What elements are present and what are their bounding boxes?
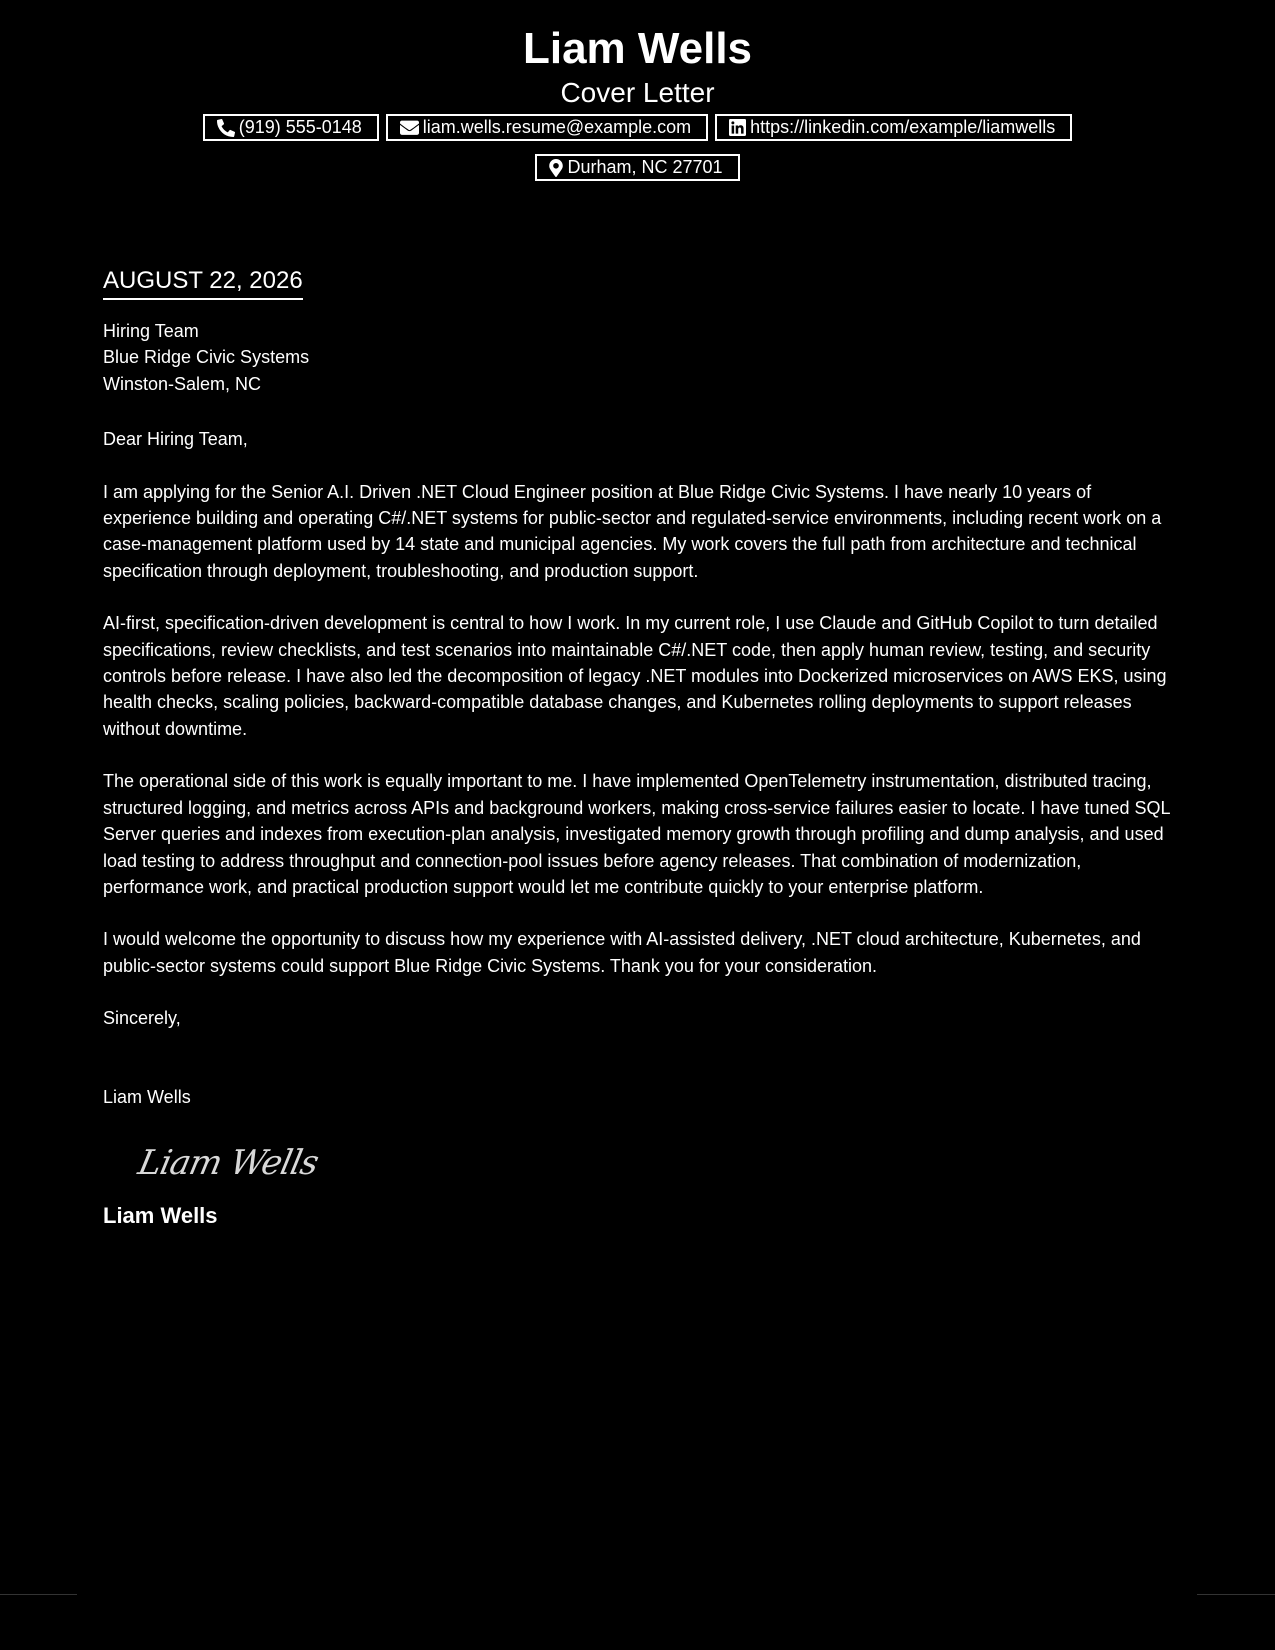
linkedin-icon bbox=[729, 119, 746, 136]
letter-date: AUGUST 22, 2026 bbox=[103, 264, 303, 300]
handwritten-signature: Liam Wells bbox=[134, 1142, 322, 1183]
recipient-line: Hiring Team bbox=[103, 321, 199, 341]
letter-header bbox=[0, 20, 1275, 181]
footer-name: Liam Wells bbox=[103, 1202, 218, 1228]
body-paragraph: The operational side of this work is equally important to me. I have implemented OpenTelemetry instrumentation, distributed tracing, structured logging, and metrics across APIs and background workers, making cross-service failures easier to locate. I have tuned SQL Server queries and indexes from execution-plan analysis, investigated memory growth through profiling and dump analysis, and used load testing to address throughput and connection-pool issues before agency releases. That combination of modernization, performance work, and practical production support would let me contribute quickly to your enterprise platform. bbox=[103, 771, 1170, 897]
phone-icon bbox=[217, 119, 235, 137]
page-edge-divider bbox=[0, 1594, 77, 1595]
recipient-line: Winston-Salem, NC bbox=[103, 373, 262, 394]
letter-body bbox=[103, 264, 1178, 1229]
contact-email[interactable] bbox=[386, 114, 708, 141]
contact-linkedin[interactable] bbox=[715, 114, 1072, 141]
body-paragraph: I would welcome the opportunity to discuss how my experience with AI-assisted delivery, .NET cloud architecture, Kubernetes, and public-sector systems could support Blue Ridge Civic Systems. Thank you for your consideration. bbox=[103, 929, 1141, 976]
contact-bar bbox=[168, 114, 1108, 181]
contact-location-text: Durham, NC 27701 bbox=[567, 157, 723, 177]
contact-phone-text: (919) 555-0148 bbox=[238, 117, 362, 137]
body-paragraph: I am applying for the Senior A.I. Driven .NET Cloud Engineer position at Blue Ridge Civic Systems. I have nearly 10 years of experience building and operating C#/.NET systems for public-sector and regulated-service environments, including recent work on a case-management platform used by 14 state and municipal agencies. My work covers the full path from architecture and technical specification through deployment, troubleshooting, and production support. bbox=[103, 481, 1162, 581]
contact-phone[interactable] bbox=[203, 114, 379, 141]
closing: Sincerely, bbox=[103, 1008, 181, 1029]
typed-name: Liam Wells bbox=[103, 1086, 191, 1107]
body-paragraph: AI-first, specification-driven development is central to how I work. In my current role, I use Claude and GitHub Copilot to turn detailed specifications, review checklists, and test scenarios into maintainable C#/.NET code, then apply human review, testing, and security controls before release. I have also led the decomposition of legacy .NET modules into Dockerized microservices on AWS EKS, using health checks, scaling policies, backward-compatible database changes, and Kubernetes rolling deployments to support releases without downtime. bbox=[103, 613, 1167, 739]
salutation: Dear Hiring Team, bbox=[103, 429, 248, 450]
applicant-name: Liam Wells bbox=[522, 24, 753, 73]
document-subtitle: Cover Letter bbox=[560, 77, 715, 108]
contact-email-text: liam.wells.resume@example.com bbox=[422, 117, 692, 137]
envelope-icon bbox=[400, 120, 419, 136]
recipient-line: Blue Ridge Civic Systems bbox=[103, 347, 310, 368]
map-marker-icon bbox=[549, 159, 563, 177]
recipient-block bbox=[103, 318, 1178, 397]
contact-location bbox=[535, 154, 739, 181]
contact-linkedin-text: https://linkedin.com/example/liamwells bbox=[750, 117, 1056, 137]
page-edge-divider bbox=[1197, 1594, 1275, 1595]
